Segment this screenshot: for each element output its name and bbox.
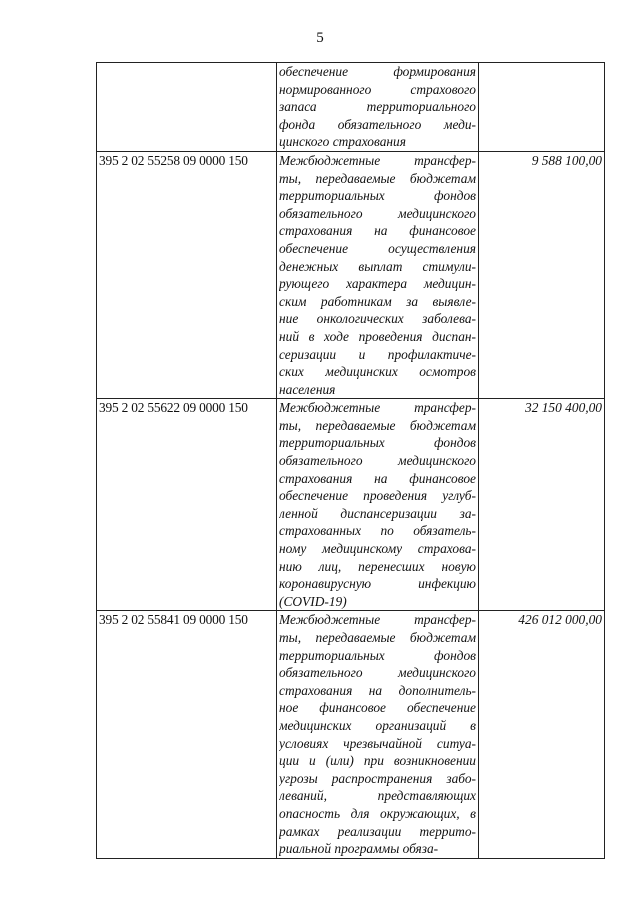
description-line: ским работникам за выявле- (279, 293, 476, 309)
description-line: риальной программы обяза- (279, 841, 439, 857)
description-line: Межбюджетные трансфер- (279, 400, 476, 416)
description-line: ты, передаваемые бюджетам (279, 170, 476, 186)
description-line: обеспечение проведения углуб- (279, 488, 476, 504)
amount-cell: 9 588 100,00 (479, 151, 605, 398)
description-line: ние онкологических заболева- (279, 311, 476, 327)
page-number: 5 (316, 30, 324, 46)
description-line: ний в ходе проведения диспан- (279, 328, 476, 344)
description-line: угрозы распространения забо- (279, 770, 476, 786)
amount-cell: 426 012 000,00 (479, 611, 605, 858)
description-line: страхования на финансовое (279, 223, 476, 239)
description-line: обязательного медицинского (279, 665, 476, 681)
budget-code-cell: 395 2 02 55841 09 0000 150 (97, 611, 277, 858)
description-line: опасность для окружающих, в (279, 805, 476, 821)
description-line: территориальных фондов (279, 647, 476, 663)
description-cell (277, 611, 479, 858)
budget-code-cell (97, 63, 277, 152)
description-line: (COVID-19) (279, 593, 347, 609)
description-line: Межбюджетные трансфер- (279, 612, 476, 628)
description-line: леваний, представляющих (279, 788, 476, 804)
description-line: Межбюджетные трансфер- (279, 152, 476, 168)
table-row (97, 151, 605, 398)
amount-cell: 32 150 400,00 (479, 399, 605, 611)
description-line: населения (279, 381, 336, 397)
description-line: обязательного медицинского (279, 205, 476, 221)
description-line: денежных выплат стимули- (279, 258, 476, 274)
description-line: коронавирусную инфекцию (279, 576, 476, 592)
table-row (97, 611, 605, 858)
description-line: обеспечение формирования (279, 64, 476, 79)
description-line: ских медицинских осмотров (279, 364, 476, 380)
description-line: нию лиц, перенесших новую (279, 558, 476, 574)
description-line: рующего характера медицин- (279, 276, 476, 292)
description-line: ты, передаваемые бюджетам (279, 417, 476, 433)
description-line: территориальных фондов (279, 435, 476, 451)
budget-code-cell: 395 2 02 55258 09 0000 150 (97, 151, 277, 398)
description-line: страхованных по обязатель- (279, 523, 476, 539)
budget-table (96, 62, 605, 859)
description-line: рамках реализации террито- (279, 823, 476, 839)
description-line: ное финансовое обеспечение (279, 700, 476, 716)
description-line: территориальных фондов (279, 188, 476, 204)
description-line: серизации и профилактиче- (279, 346, 476, 362)
description-line: условиях чрезвычайной ситуа- (279, 735, 476, 751)
description-line: обеспечение осуществления (279, 240, 476, 256)
description-line: ты, передаваемые бюджетам (279, 630, 476, 645)
description-line: ции и (или) при возникновении (279, 753, 476, 769)
description-line: страхования на дополнитель- (279, 682, 476, 698)
budget-code-cell: 395 2 02 55622 09 0000 150 (97, 399, 277, 611)
description-cell (277, 399, 479, 611)
description-line: нормированного страхового (279, 81, 476, 97)
description-line: обязательного медицинского (279, 453, 476, 469)
description-cell (277, 63, 479, 152)
description-cell (277, 151, 479, 398)
description-line: фонда обязательного меди- (279, 116, 476, 132)
description-line: ному медицинскому страхова- (279, 541, 476, 557)
amount-cell (479, 63, 605, 152)
description-line: ленной диспансеризации за- (279, 505, 476, 521)
description-line: медицинских организаций в (279, 717, 476, 733)
table-row (97, 399, 605, 611)
description-line: запаса территориального (279, 99, 476, 115)
budget-table-body (97, 63, 605, 859)
description-line: цинского страхования (279, 134, 406, 150)
table-row (97, 63, 605, 152)
description-line: страхования на финансовое (279, 470, 476, 486)
